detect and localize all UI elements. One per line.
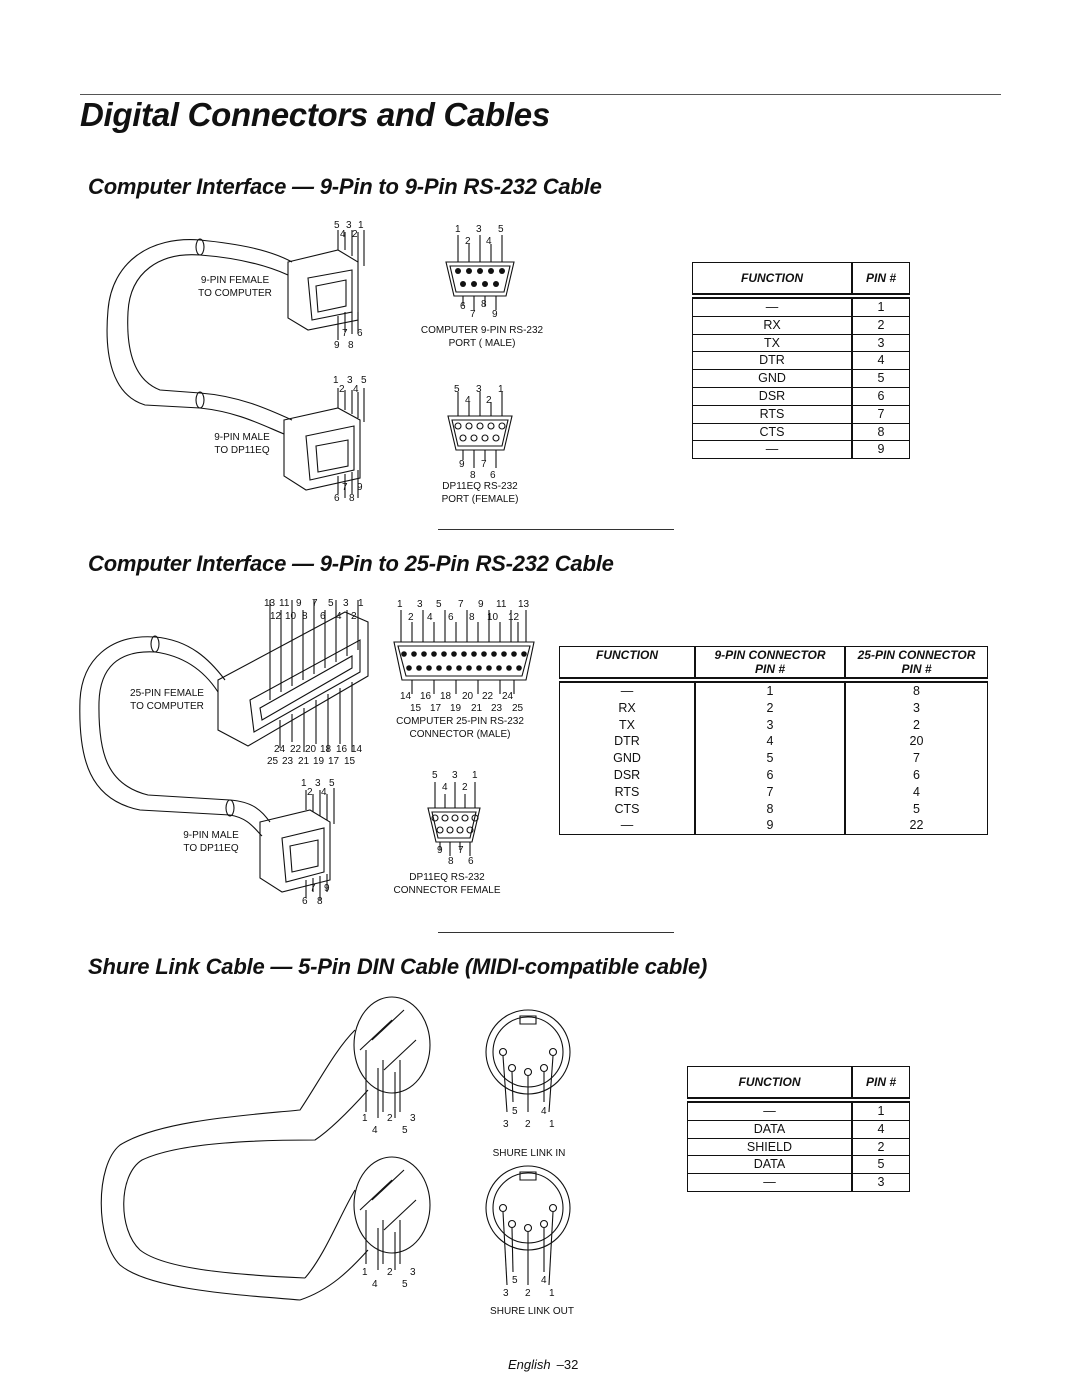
table-cell: 4 (852, 352, 910, 370)
label-male-connector: 9-PIN MALE (214, 432, 270, 443)
svg-text:3: 3 (503, 1288, 509, 1299)
db9-cable-diagram (107, 230, 364, 498)
svg-text:PORT ( MALE): PORT ( MALE) (448, 338, 516, 349)
table-row (688, 1156, 910, 1174)
svg-text:4: 4 (541, 1275, 547, 1286)
svg-text:5: 5 (498, 224, 504, 235)
table-cell: 2 (852, 316, 910, 334)
table-cell: 4 (695, 733, 845, 750)
table-cell: 3 (852, 334, 910, 352)
table-row (560, 767, 988, 784)
svg-text:8: 8 (448, 856, 454, 867)
table-row (693, 316, 910, 334)
svg-text:23: 23 (282, 756, 294, 767)
table-cell: TX (560, 717, 696, 734)
svg-text:5: 5 (402, 1279, 408, 1290)
svg-text:7: 7 (342, 328, 348, 339)
table-row (693, 370, 910, 388)
svg-text:4: 4 (353, 384, 359, 395)
table-cell: — (688, 1174, 853, 1192)
svg-text:5: 5 (328, 598, 334, 609)
table-cell: 7 (852, 405, 910, 423)
svg-text:9: 9 (357, 482, 363, 493)
table-row (560, 733, 988, 750)
svg-text:6: 6 (468, 856, 474, 867)
svg-text:8: 8 (349, 493, 355, 504)
table-row (693, 352, 910, 370)
table-cell: CTS (693, 423, 853, 441)
table-row (560, 680, 988, 700)
table-cell: 1 (852, 1100, 910, 1120)
table-cell: TX (693, 334, 853, 352)
table-body (693, 296, 910, 459)
table-cell: 1 (695, 680, 845, 700)
svg-text:22: 22 (290, 744, 302, 755)
svg-text:CONNECTOR (MALE): CONNECTOR (MALE) (409, 729, 511, 740)
svg-text:13: 13 (264, 598, 276, 609)
svg-text:TO DP11EQ: TO DP11EQ (183, 843, 239, 854)
svg-text:1: 1 (472, 770, 478, 781)
table-row (560, 784, 988, 801)
svg-text:5: 5 (329, 778, 335, 789)
table-cell: DTR (693, 352, 853, 370)
table-cell: 8 (845, 680, 988, 700)
section2-heading: Computer Interface — 9-Pin to 25-Pin RS-232 Cable (88, 551, 614, 576)
svg-text:3: 3 (346, 220, 352, 231)
svg-text:1: 1 (455, 224, 461, 235)
svg-text:1: 1 (549, 1288, 555, 1299)
table-cell: 3 (695, 717, 845, 734)
svg-text:9: 9 (296, 598, 302, 609)
svg-text:8: 8 (348, 340, 354, 351)
svg-text:4: 4 (465, 395, 471, 406)
table-row (688, 1120, 910, 1138)
table-cell: 5 (695, 750, 845, 767)
section1-heading: Computer Interface — 9-Pin to 9-Pin RS-232 Cable (88, 174, 602, 199)
svg-text:3: 3 (476, 384, 482, 395)
svg-text:19: 19 (450, 703, 462, 714)
svg-text:25: 25 (267, 756, 279, 767)
svg-text:13: 13 (518, 599, 530, 610)
svg-text:3: 3 (503, 1119, 509, 1130)
svg-text:20: 20 (305, 744, 317, 755)
table-row (693, 441, 910, 459)
table-cell: 8 (695, 801, 845, 818)
svg-text:9: 9 (478, 599, 484, 610)
rs232-9pin-table (692, 262, 910, 459)
table-cell: 5 (845, 801, 988, 818)
svg-text:1: 1 (397, 599, 403, 610)
table-cell: 22 (845, 817, 988, 834)
table-row (560, 750, 988, 767)
svg-text:2: 2 (351, 611, 357, 622)
svg-text:1: 1 (549, 1119, 555, 1130)
col-function: FUNCTION (693, 263, 853, 297)
svg-text:8: 8 (469, 612, 475, 623)
svg-text:2: 2 (339, 384, 345, 395)
svg-text:5: 5 (454, 384, 460, 395)
svg-text:5: 5 (402, 1125, 408, 1136)
svg-text:17: 17 (328, 756, 340, 767)
svg-text:3: 3 (347, 375, 353, 386)
svg-text:15: 15 (344, 756, 356, 767)
rs232-25pin-table (559, 646, 988, 835)
svg-text:4: 4 (427, 612, 433, 623)
col-function: FUNCTION (688, 1067, 853, 1101)
table-cell: — (693, 296, 853, 316)
svg-text:6: 6 (490, 470, 496, 481)
table-row (560, 700, 988, 717)
svg-text:10: 10 (487, 612, 499, 623)
table-row (693, 334, 910, 352)
table-cell: 6 (845, 767, 988, 784)
svg-text:20: 20 (462, 691, 474, 702)
svg-text:1: 1 (358, 220, 364, 231)
svg-text:1: 1 (362, 1113, 368, 1124)
svg-text:24: 24 (274, 744, 286, 755)
svg-text:22: 22 (482, 691, 494, 702)
svg-text:10: 10 (285, 611, 297, 622)
svg-text:2: 2 (486, 395, 492, 406)
svg-text:18: 18 (440, 691, 452, 702)
svg-text:25: 25 (512, 703, 524, 714)
svg-text:9: 9 (334, 340, 340, 351)
label-shure-link-out: SHURE LINK OUT (490, 1306, 574, 1317)
table-cell: RTS (693, 405, 853, 423)
label-9-male: 9-PIN MALE (183, 830, 239, 841)
col-pin: PIN # (852, 263, 910, 297)
label-computer-port: COMPUTER 9-PIN RS-232 (420, 325, 544, 336)
svg-text:CONNECTOR FEMALE: CONNECTOR FEMALE (393, 885, 501, 896)
table-cell: GND (693, 370, 853, 388)
svg-text:7: 7 (458, 599, 464, 610)
svg-text:6: 6 (448, 612, 454, 623)
svg-text:5: 5 (361, 375, 367, 386)
svg-text:16: 16 (420, 691, 432, 702)
svg-text:11: 11 (279, 598, 290, 609)
svg-text:12: 12 (270, 611, 282, 622)
svg-text:19: 19 (313, 756, 325, 767)
label-25-female: 25-PIN FEMALE (130, 688, 204, 699)
svg-text:14: 14 (400, 691, 412, 702)
svg-text:2: 2 (408, 612, 414, 623)
table-cell: DSR (693, 387, 853, 405)
svg-text:4: 4 (321, 787, 327, 798)
svg-text:TO COMPUTER: TO COMPUTER (130, 701, 204, 712)
svg-text:1: 1 (333, 375, 339, 386)
svg-text:9: 9 (324, 883, 330, 894)
svg-text:9: 9 (437, 845, 443, 856)
table-row (693, 405, 910, 423)
table-cell: 9 (852, 441, 910, 459)
svg-text:17: 17 (430, 703, 442, 714)
table-cell: 8 (852, 423, 910, 441)
table-cell: 1 (852, 296, 910, 316)
table-row (688, 1100, 910, 1120)
din-face-link-out (486, 1166, 570, 1285)
col-9pin: 9-PIN CONNECTOR PIN # (695, 647, 845, 681)
table-cell: 2 (852, 1138, 910, 1156)
svg-text:2: 2 (387, 1267, 393, 1278)
table-cell: DTR (560, 733, 696, 750)
table-cell: 7 (695, 784, 845, 801)
label-shure-link-in: SHURE LINK IN (492, 1148, 566, 1159)
table-body (560, 680, 988, 835)
table-cell: 6 (695, 767, 845, 784)
svg-text:3: 3 (452, 770, 458, 781)
din-cable-diagram (101, 997, 430, 1300)
svg-text:TO COMPUTER: TO COMPUTER (198, 288, 272, 299)
col-function: FUNCTION (560, 647, 696, 681)
svg-text:6: 6 (302, 896, 308, 907)
svg-text:15: 15 (410, 703, 422, 714)
svg-text:21: 21 (471, 703, 483, 714)
table-cell: — (688, 1100, 853, 1120)
table-row (693, 423, 910, 441)
table-row (560, 801, 988, 818)
svg-text:9: 9 (492, 309, 498, 320)
table-cell: RX (560, 700, 696, 717)
svg-text:6: 6 (357, 328, 363, 339)
svg-text:4: 4 (486, 236, 492, 247)
svg-text:5: 5 (334, 220, 340, 231)
table-cell: DATA (688, 1156, 853, 1174)
svg-text:3: 3 (410, 1113, 416, 1124)
svg-text:12: 12 (508, 612, 520, 623)
svg-text:7: 7 (310, 883, 316, 894)
svg-text:1: 1 (358, 598, 364, 609)
table-cell: — (560, 817, 696, 834)
page-number: –32 (556, 1357, 579, 1372)
svg-text:8: 8 (481, 299, 487, 310)
db9-female-face (448, 392, 512, 468)
svg-text:7: 7 (481, 459, 487, 470)
table-cell: 2 (845, 717, 988, 734)
svg-text:3: 3 (476, 224, 482, 235)
svg-text:9: 9 (459, 459, 465, 470)
svg-text:4: 4 (442, 782, 448, 793)
col-25pin: 25-PIN CONNECTOR PIN # (845, 647, 988, 681)
svg-text:2: 2 (307, 787, 313, 798)
svg-text:7: 7 (458, 845, 464, 856)
svg-text:7: 7 (470, 309, 476, 320)
svg-text:4: 4 (372, 1125, 378, 1136)
svg-text:7: 7 (312, 598, 318, 609)
svg-text:2: 2 (387, 1113, 393, 1124)
svg-text:2: 2 (462, 782, 468, 793)
svg-text:3: 3 (343, 598, 349, 609)
svg-text:1: 1 (362, 1267, 368, 1278)
svg-text:5: 5 (512, 1106, 518, 1117)
db9-female-face-2 (428, 782, 480, 856)
svg-text:5: 5 (432, 770, 438, 781)
svg-text:4: 4 (372, 1279, 378, 1290)
svg-text:3: 3 (410, 1267, 416, 1278)
table-cell: 3 (852, 1174, 910, 1192)
svg-text:14: 14 (351, 744, 363, 755)
svg-text:2: 2 (525, 1119, 531, 1130)
label-dp11eq-port: DP11EQ RS-232 (442, 481, 518, 492)
table-cell: 5 (852, 370, 910, 388)
table-cell: 3 (845, 700, 988, 717)
col-pin: PIN # (852, 1067, 910, 1101)
table-cell: RX (693, 316, 853, 334)
svg-text:2: 2 (352, 229, 358, 240)
table-row (688, 1138, 910, 1156)
table-row (693, 296, 910, 316)
table-cell: 20 (845, 733, 988, 750)
table-row (560, 817, 988, 834)
svg-text:1: 1 (498, 384, 504, 395)
svg-text:3: 3 (315, 778, 321, 789)
svg-text:3: 3 (417, 599, 423, 610)
label-computer-25-port: COMPUTER 25-PIN RS-232 (396, 716, 524, 727)
table-cell: 4 (852, 1120, 910, 1138)
table-body (688, 1100, 910, 1191)
table-cell: 9 (695, 817, 845, 834)
svg-text:5: 5 (512, 1275, 518, 1286)
svg-text:5: 5 (436, 599, 442, 610)
svg-text:11: 11 (496, 599, 507, 610)
table-cell: 6 (852, 387, 910, 405)
table-cell: — (693, 441, 853, 459)
svg-text:7: 7 (342, 482, 348, 493)
svg-text:8: 8 (470, 470, 476, 481)
svg-text:4: 4 (541, 1106, 547, 1117)
section3-heading: Shure Link Cable — 5-Pin DIN Cable (MIDI-compatible cable) (88, 954, 708, 979)
table-cell: RTS (560, 784, 696, 801)
table-row (693, 387, 910, 405)
svg-text:8: 8 (317, 896, 323, 907)
table-cell: DSR (560, 767, 696, 784)
svg-text:16: 16 (336, 744, 348, 755)
svg-text:4: 4 (336, 611, 342, 622)
table-cell: CTS (560, 801, 696, 818)
table-row (560, 717, 988, 734)
table-cell: 5 (852, 1156, 910, 1174)
svg-text:21: 21 (298, 756, 310, 767)
shure-link-table (687, 1066, 910, 1192)
svg-text:2: 2 (465, 236, 471, 247)
svg-text:1: 1 (301, 778, 307, 789)
svg-text:23: 23 (491, 703, 503, 714)
svg-text:6: 6 (460, 301, 466, 312)
svg-text:PORT (FEMALE): PORT (FEMALE) (441, 494, 519, 505)
table-cell: DATA (688, 1120, 853, 1138)
table-row (688, 1174, 910, 1192)
svg-text:2: 2 (525, 1288, 531, 1299)
svg-text:24: 24 (502, 691, 514, 702)
svg-text:18: 18 (320, 744, 332, 755)
label-female-connector: 9-PIN FEMALE (200, 275, 270, 286)
table-cell: 2 (695, 700, 845, 717)
table-cell: GND (560, 750, 696, 767)
svg-text:6: 6 (334, 493, 340, 504)
din-face-link-in (486, 1010, 570, 1112)
table-cell: 7 (845, 750, 988, 767)
page-title: Digital Connectors and Cables (80, 96, 550, 133)
svg-text:6: 6 (320, 611, 326, 622)
label-dp11eq-connector: DP11EQ RS-232 (409, 872, 485, 883)
table-cell: 4 (845, 784, 988, 801)
svg-text:4: 4 (340, 229, 346, 240)
page-footer: English –32 (508, 1357, 579, 1372)
svg-text:8: 8 (302, 611, 308, 622)
table-cell: — (560, 680, 696, 700)
table-cell: SHIELD (688, 1138, 853, 1156)
svg-text:TO DP11EQ: TO DP11EQ (214, 445, 270, 456)
